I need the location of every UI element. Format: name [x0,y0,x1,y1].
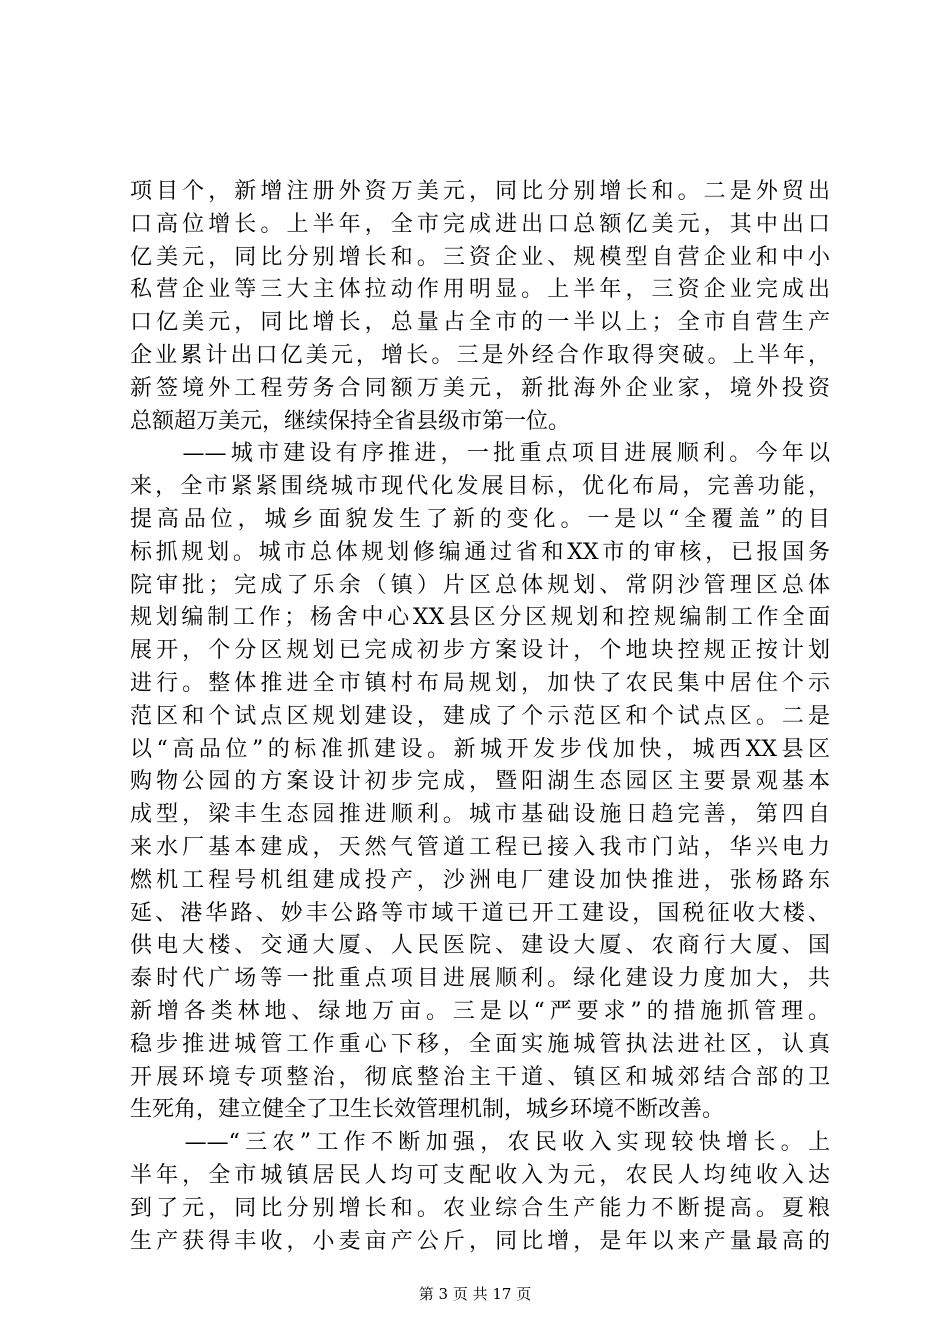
text-line: 项目个，新增注册外资万美元，同比分别增长和。二是外贸出 [130,179,830,204]
text-line: 标抓规划。城市总体规划修编通过省和XX市的审核，已报国务 [130,539,830,565]
text-line: 新签境外工程劳务合同额万美元，新批海外企业家，境外投资 [130,375,830,401]
document-body [130,176,830,1258]
text-line: 成型，梁丰生态园推进顺利。城市基础设施日趋完善，第四自 [130,802,830,828]
text-line: 购物公园的方案设计初步完成，暨阳湖生态园区主要景观基本 [130,769,830,795]
text-line: ——城市建设有序推进，一批重点项目进展顺利。今年以 [130,441,830,467]
text-line: 企业累计出口亿美元，增长。三是外经合作取得突破。上半年， [130,342,830,368]
text-line: 私营企业等三大主体拉动作用明显。上半年，三资企业完成出 [130,277,830,303]
text-line: 展开，个分区规划已完成初步方案设计，个地块控规正按计划 [130,638,830,664]
text-line: 来水厂基本建成，天然气管道工程已接入我市门站，华兴电力 [130,834,830,860]
text-line: 来，全市紧紧围绕城市现代化发展目标，优化布局，完善功能， [130,474,830,500]
text-line: 提高品位，城乡面貌发生了新的变化。一是以“全覆盖”的目 [130,506,830,532]
text-line: 口亿美元，同比增长，总量占全市的一半以上；全市自营生产 [130,310,830,336]
text-line: 以“高品位”的标准抓建设。新城开发步伐加快，城西XX县区 [130,736,830,762]
text-line: 供电大楼、交通大厦、人民医院、建设大厦、农商行大厦、国 [130,933,830,959]
text-line: 口高位增长。上半年，全市完成进出口总额亿美元，其中出口 [130,211,830,237]
text-line: 到了元，同比分别增长和。农业综合生产能力不断提高。夏粮 [130,1195,830,1221]
text-line: 开展环境专项整治，彻底整治主干道、镇区和城郊结合部的卫 [130,1064,830,1090]
text-line: 亿美元，同比分别增长和。三资企业、规模型自营企业和中小 [130,244,830,270]
text-line: 进行。整体推进全市镇村布局规划，加快了农民集中居住个示 [130,670,830,696]
text-line: ——“三农”工作不断加强，农民收入实现较快增长。上 [130,1130,830,1156]
text-line: 规划编制工作；杨舍中心XX县区分区规划和控规编制工作全面 [130,605,830,631]
text-line: 生死角，建立健全了卫生长效管理机制，城乡环境不断改善。 [130,1097,725,1123]
text-line: 稳步推进城管工作重心下移，全面实施城管执法进社区，认真 [130,1031,830,1057]
text-line: 新增各类林地、绿地万亩。三是以“严要求”的措施抓管理。 [130,998,830,1024]
text-line: 范区和个试点区规划建设，建成了个示范区和个试点区。二是 [130,703,830,729]
text-line: 延、港华路、妙丰公路等市域干道已开工建设，国税征收大楼、 [130,900,830,926]
text-line: 院审批；完成了乐余（镇）片区总体规划、常阴沙管理区总体 [130,572,830,598]
text-line: 泰时代广场等一批重点项目进展顺利。绿化建设力度加大，共 [130,966,830,992]
text-line: 燃机工程号机组建成投产，沙洲电厂建设加快推进，张杨路东 [130,867,830,893]
text-line: 生产获得丰收，小麦亩产公斤，同比增，是年以来产量最高的 [130,1228,830,1254]
text-line: 半年，全市城镇居民人均可支配收入为元，农民人均纯收入达 [130,1162,830,1188]
text-line: 总额超万美元，继续保持全省县级市第一位。 [130,408,571,434]
page-number-footer: 第 3 页 共 17 页 [418,1285,532,1303]
